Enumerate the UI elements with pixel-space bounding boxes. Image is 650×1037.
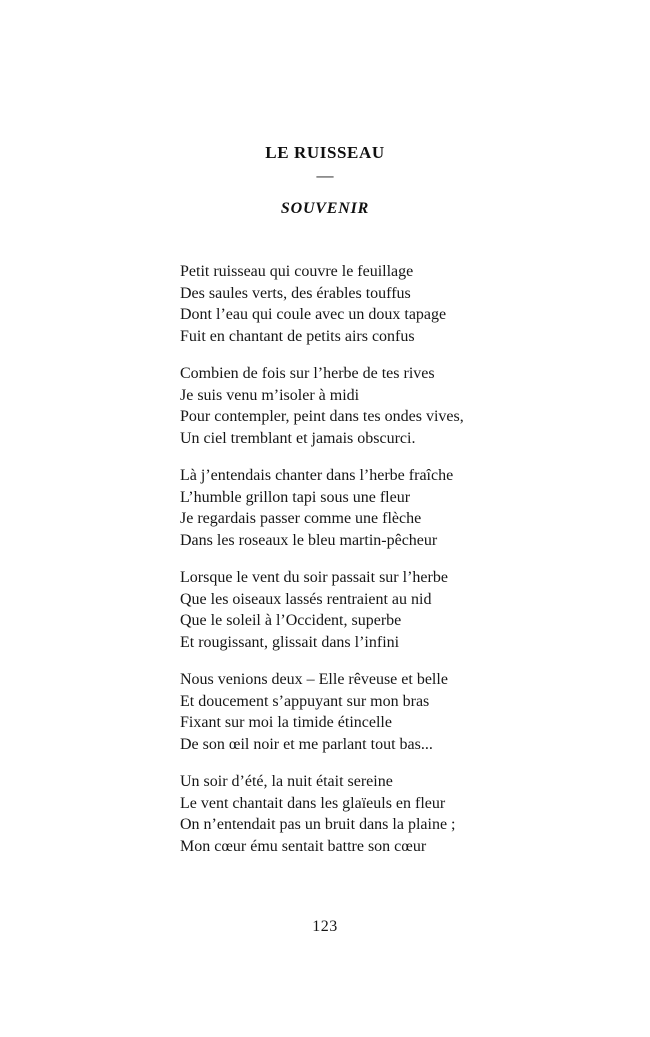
poem-line: Et rougissant, glissait dans l’infini — [180, 633, 400, 651]
poem-line: Dans les roseaux le bleu martin-pêcheur — [180, 531, 438, 549]
poem-line: Des saules verts, des érables touffus — [180, 284, 411, 302]
stanza — [180, 465, 464, 551]
poem-line: Que le soleil à l’Occident, superbe — [180, 612, 402, 629]
poem-body — [180, 261, 464, 873]
page-number: 123 — [312, 918, 338, 935]
stanza — [180, 261, 464, 347]
poem-line: Combien de fois sur l’herbe de tes rives — [180, 365, 435, 382]
poem-line: Que les oiseaux lassés rentraient au nid — [180, 590, 432, 608]
poem-subtitle: SOUVENIR — [280, 200, 370, 217]
poem-line: Je suis venu m’isoler à midi — [180, 386, 360, 404]
title-separator: — — [316, 166, 334, 185]
poem-line: Lorsque le vent du soir passait sur l’herbe — [180, 569, 448, 586]
stanza — [180, 363, 464, 449]
poem-line: Un soir d’été, la nuit était sereine — [180, 773, 393, 790]
poem-line: Je regardais passer comme une flèche — [180, 510, 422, 527]
poem-line: De son œil noir et me parlant tout bas... — [180, 735, 433, 753]
stanza — [180, 771, 464, 857]
poem-line: L’humble grillon tapi sous une fleur — [180, 488, 411, 506]
stanza — [180, 567, 464, 653]
poem-line: Petit ruisseau qui couvre le feuillage — [180, 263, 414, 280]
poem-line: Le vent chantait dans les glaïeuls en fleur — [180, 794, 446, 812]
poem-line: Fuit en chantant de petits airs confus — [180, 327, 415, 345]
poem-line: Fixant sur moi la timide étincelle — [180, 714, 392, 731]
poem-line: Dont l’eau qui coule avec un doux tapage — [180, 306, 447, 323]
poem-line: On n’entendait pas un bruit dans la plaine ; — [180, 816, 456, 833]
poem-title: LE RUISSEAU — [265, 143, 385, 162]
stanza — [180, 669, 464, 755]
poem-line: Là j’entendais chanter dans l’herbe fraîche — [180, 467, 454, 484]
poem-line: Et doucement s’appuyant sur mon bras — [180, 692, 430, 710]
poem-line: Mon cœur ému sentait battre son cœur — [180, 837, 427, 855]
poem-line: Nous venions deux – Elle rêveuse et belle — [180, 671, 448, 688]
poem-line: Pour contempler, peint dans tes ondes vives, — [180, 408, 464, 425]
poem-line: Un ciel tremblant et jamais obscurci. — [180, 429, 416, 447]
